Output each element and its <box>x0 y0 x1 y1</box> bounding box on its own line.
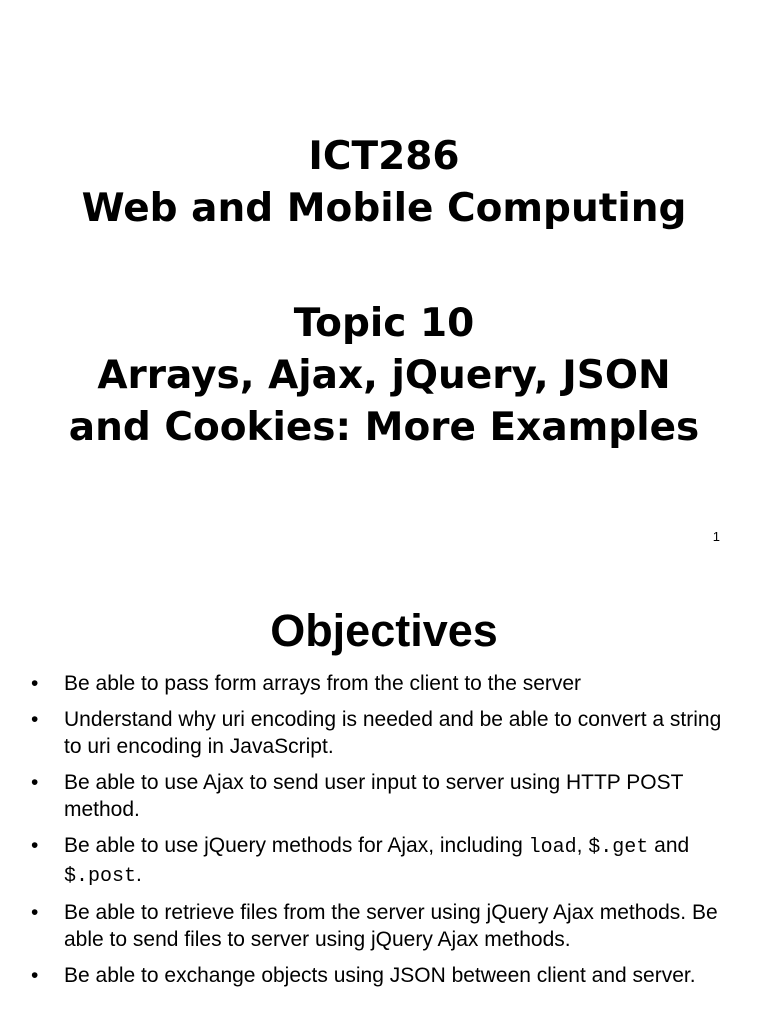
course-name: Web and Mobile Computing <box>81 186 687 231</box>
objective-text <box>64 834 689 886</box>
page-number: 1 <box>712 529 720 544</box>
list-item <box>0 899 768 953</box>
objective-text-part: , <box>576 834 589 857</box>
topic-name-line-2: and Cookies: More Examples <box>68 405 700 450</box>
list-item <box>0 670 768 697</box>
list-item <box>0 832 768 890</box>
objective-text-part: . <box>136 863 142 886</box>
code-post: $.post <box>64 865 137 888</box>
objective-text: Be able to use Ajax to send user input to server using HTTP POST method. <box>64 771 684 821</box>
bullet-icon: • <box>31 964 39 987</box>
topic-title <box>0 298 768 454</box>
objective-text: Be able to pass form arrays from the client to the server <box>64 672 582 695</box>
code-get: $.get <box>588 836 649 859</box>
list-item <box>0 706 768 760</box>
bullet-icon: • <box>31 672 39 695</box>
course-code: ICT286 <box>308 134 460 179</box>
bullet-icon: • <box>31 708 39 731</box>
objective-text-part: and <box>648 834 690 857</box>
objective-text: Be able to exchange objects using JSON between client and server. <box>64 964 696 987</box>
course-title <box>0 131 768 235</box>
code-load: load <box>528 836 577 859</box>
topic-number: Topic 10 <box>293 301 475 346</box>
objective-text-part: Be able to use jQuery methods for Ajax, including <box>64 834 529 857</box>
bullet-icon: • <box>31 901 39 924</box>
list-item <box>0 962 768 989</box>
bullet-icon: • <box>31 834 39 857</box>
objective-text: Understand why uri encoding is needed and be able to convert a string to uri encoding in JavaScript. <box>64 708 722 758</box>
objectives-list <box>0 670 768 998</box>
topic-name-line-1: Arrays, Ajax, jQuery, JSON <box>97 353 671 398</box>
bullet-icon: • <box>31 771 39 794</box>
objectives-heading: Objectives <box>270 605 498 656</box>
list-item <box>0 769 768 823</box>
objective-text: Be able to retrieve files from the server using jQuery Ajax methods. Be able to send files to server using jQuery Ajax methods. <box>64 901 718 951</box>
